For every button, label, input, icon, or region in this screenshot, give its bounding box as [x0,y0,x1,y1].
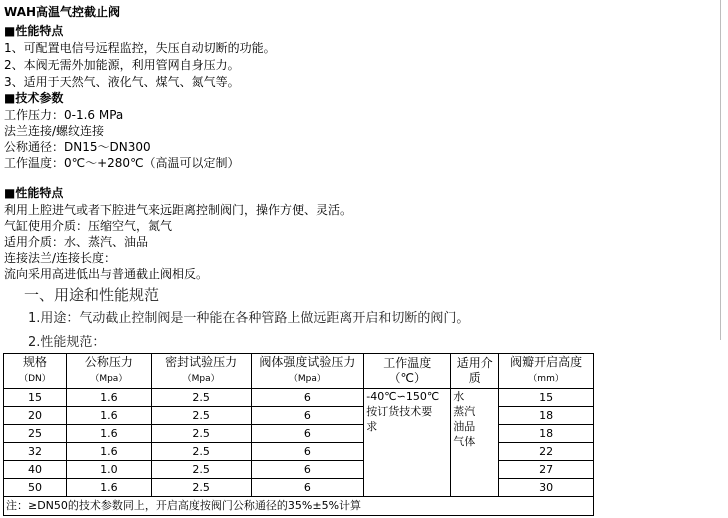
pn-cell: 1.6 [66,389,151,407]
table-note-row [4,497,594,516]
body-pressure-cell: 6 [251,443,364,461]
column-header: 密封试验压力 （Mpa） [151,354,251,389]
pn-cell: 1.0 [66,461,151,479]
section2-item: 工作温度：0℃～+280℃（高温可以定制） [4,156,240,170]
seal-pressure-cell: 2.5 [151,461,251,479]
dn-cell: 50 [4,479,67,497]
seal-pressure-cell: 2.5 [151,443,251,461]
body-pressure-cell: 6 [251,425,364,443]
section3-item: 连接法兰/连接长度： [4,251,117,265]
pn-cell: 1.6 [66,443,151,461]
section3-item: 气缸使用介质：压缩空气，氮气 [4,219,173,233]
temperature-cell: -40℃∽150℃ 按订货技术要 求 [364,389,451,497]
spec-table [3,353,594,516]
seal-pressure-cell: 2.5 [151,479,251,497]
section3-item: 利用上腔进气或者下腔进气来远距离控制阀门，操作方便、灵活。 [4,203,353,217]
usage-purpose: 1.用途：气动截止控制阀是一种能在各种管路上做远距离开启和切断的阀门。 [28,311,470,326]
table-row [4,443,594,461]
section3-item: 流向采用高进低出与普通截止阀相反。 [4,267,209,281]
section1-heading: ■性能特点 [4,24,64,38]
pn-cell: 1.6 [66,407,151,425]
lift-cell: 18 [499,425,594,443]
column-header: 阀瓣开启高度 （mm） [499,354,594,389]
dn-cell: 32 [4,443,67,461]
section1-item: 2、本阀无需外加能源，利用管网自身压力。 [4,58,240,72]
section3-heading: ■性能特点 [4,186,64,200]
dn-cell: 15 [4,389,67,407]
lift-cell: 22 [499,443,594,461]
usage-heading: 一、用途和性能规范 [24,286,160,304]
table-row [4,389,594,407]
seal-pressure-cell: 2.5 [151,425,251,443]
usage-spec-label: 2.性能规范： [28,335,106,350]
column-header: 工作温度 （℃） [364,354,451,389]
lift-cell: 18 [499,407,594,425]
seal-pressure-cell: 2.5 [151,407,251,425]
body-pressure-cell: 6 [251,389,364,407]
table-header-row [4,354,594,389]
column-header: 公称压力 （Mpa） [66,354,151,389]
lift-cell: 27 [499,461,594,479]
pn-cell: 1.6 [66,425,151,443]
section2-item: 法兰连接/螺纹连接 [4,124,105,138]
dn-cell: 20 [4,407,67,425]
table-row [4,479,594,497]
body-pressure-cell: 6 [251,479,364,497]
dn-cell: 40 [4,461,67,479]
body-pressure-cell: 6 [251,461,364,479]
section3-item: 适用介质：水、蒸汽、油品 [4,235,149,249]
table-row [4,425,594,443]
body-pressure-cell: 6 [251,407,364,425]
section1-item: 3、适用于天然气、液化气、煤气、氮气等。 [4,75,240,89]
section2-heading: ■技术参数 [4,91,64,105]
divider-line [720,0,721,340]
dn-cell: 25 [4,425,67,443]
section2-item: 公称通径：DN15～DN300 [4,140,151,154]
table-row [4,407,594,425]
column-header: 规格 （DN） [4,354,67,389]
seal-pressure-cell: 2.5 [151,389,251,407]
lift-cell: 15 [499,389,594,407]
product-title: WAH高温气控截止阀 [4,5,121,19]
column-header: 阀体强度试验压力 （Mpa） [251,354,364,389]
section2-item: 工作压力：0-1.6 MPa [4,108,124,122]
media-cell: 水 蒸汽 油品 气体 [451,389,499,497]
pn-cell: 1.6 [66,479,151,497]
column-header: 适用介 质 [451,354,499,389]
table-row [4,461,594,479]
section1-item: 1、可配置电信号远程监控，失压自动切断的功能。 [4,41,276,55]
table-note: 注：≥DN50的技术参数同上，开启高度按阀门公称通径的35%±5%计算 [4,497,594,516]
lift-cell: 30 [499,479,594,497]
